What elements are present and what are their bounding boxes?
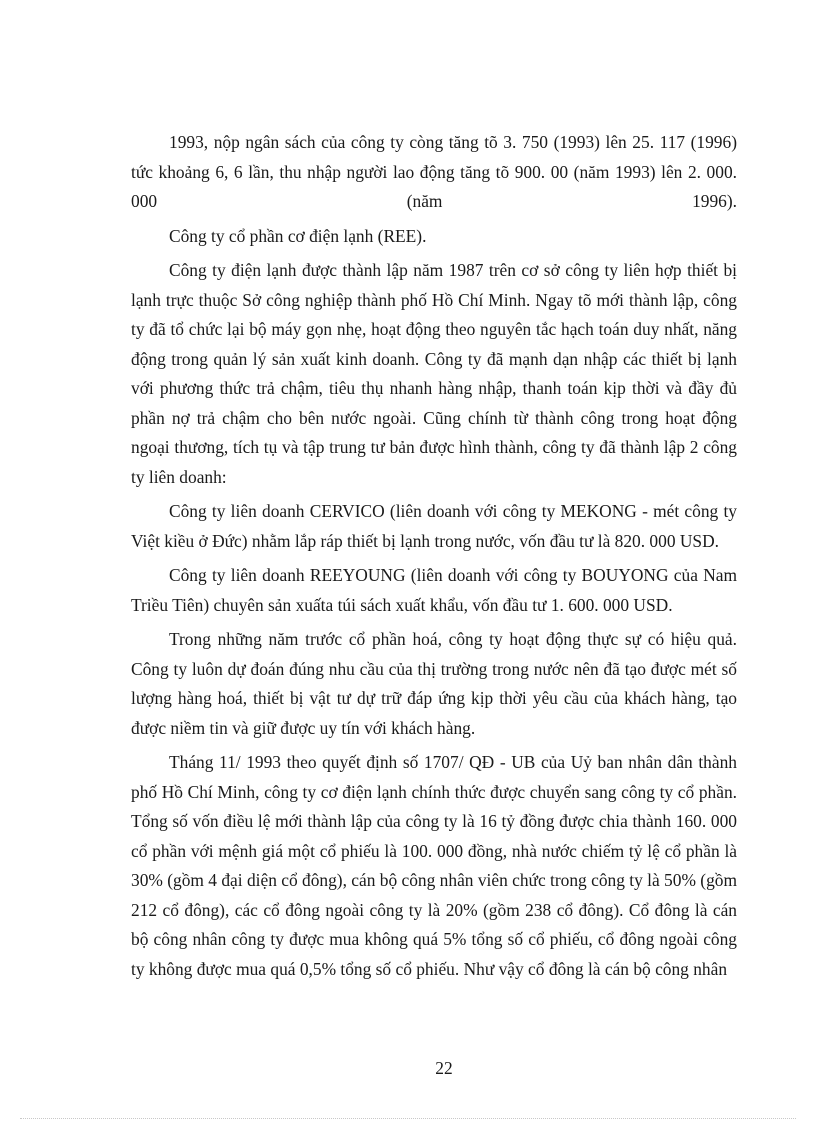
paragraph-2: Công ty cổ phần cơ điện lạnh (REE). [169, 225, 427, 246]
paragraph-6: Trong những năm trước cổ phần hoá, công ty hoạt động thực sự có hiệu quả. Công ty luôn dự đoán đúng nhu cầu của thị trường trong nước nên đã tạo được mét số lượng hàng hoá, thiết bị vật tư dự trữ đáp ứng kịp thời yêu cầu của khách hàng, tạo được niềm tin và giữ được uy tín với khách hàng. [131, 629, 737, 738]
page-number: 22 [435, 1058, 453, 1078]
footer-divider [20, 1118, 796, 1119]
paragraph-5: Công ty liên doanh REEYOUNG (liên doanh với công ty BOUYONG của Nam Triều Tiên) chuyên sản xuấta túi sách xuất khẩu, vốn đầu tư 1. 600. 000 USD. [131, 565, 737, 615]
paragraph-3: Công ty điện lạnh được thành lập năm 1987 trên cơ sở công ty liên hợp thiết bị lạnh trực thuộc Sở công nghiệp thành phố Hồ Chí Minh. Ngay tõ mới thành lập, công ty đã tổ chức lại bộ máy gọn nhẹ, hoạt động theo nguyên tắc hạch toán duy nhất, năng động trong quản lý sản xuất kinh doanh. Công ty đã mạnh dạn nhập các thiết bị lạnh với phương thức trả chậm, tiêu thụ nhanh hàng nhập, thanh toán kịp thời và đầy đủ phần nợ trả chậm cho bên nước ngoài. Cũng chính từ thành công trong hoạt động ngoại thương, tích tụ và tập trung tư bản được hình thành, công ty đã thành lập 2 công ty liên doanh: [131, 260, 737, 487]
paragraph-7: Tháng 11/ 1993 theo quyết định số 1707/ QĐ - UB của Uỷ ban nhân dân thành phố Hồ Chí Minh, công ty cơ điện lạnh chính thức được chuyển sang công ty cổ phần. Tổng số vốn điều lệ mới thành lập của công ty là 16 tỷ đồng được chia thành 160. 000 cổ phần với mệnh giá một cổ phiếu là 100. 000 đồng, nhà nước chiếm tỷ lệ cổ phần là 30% (gồm 4 đại diện cổ đông), cán bộ công nhân viên chức trong công ty là 50% (gồm 212 cổ đông), các cổ đông ngoài công ty là 20% (gồm 238 cổ đông). Cổ đông là cán bộ công nhân công ty được mua không quá 5% tổng số cổ phiếu, cổ đông ngoài công ty không được mua quá 0,5% tổng số cổ phiếu. Như vậy cổ đông là cán bộ công nhân [131, 752, 737, 979]
paragraph-1: 1993, nộp ngân sách của công ty còng tăng tõ 3. 750 (1993) lên 25. 117 (1996) tức khoảng 6, 6 lần, thu nhập người lao động tăng tõ 900. 00 (năm 1993) lên 2. 000. 000 (năm 1996). [131, 132, 737, 211]
document-body [131, 128, 737, 989]
paragraph-4: Công ty liên doanh CERVICO (liên doanh với công ty MEKONG - mét công ty Việt kiều ở Đức) nhằm lắp ráp thiết bị lạnh trong nước, vốn đầu tư là 820. 000 USD. [131, 501, 737, 551]
